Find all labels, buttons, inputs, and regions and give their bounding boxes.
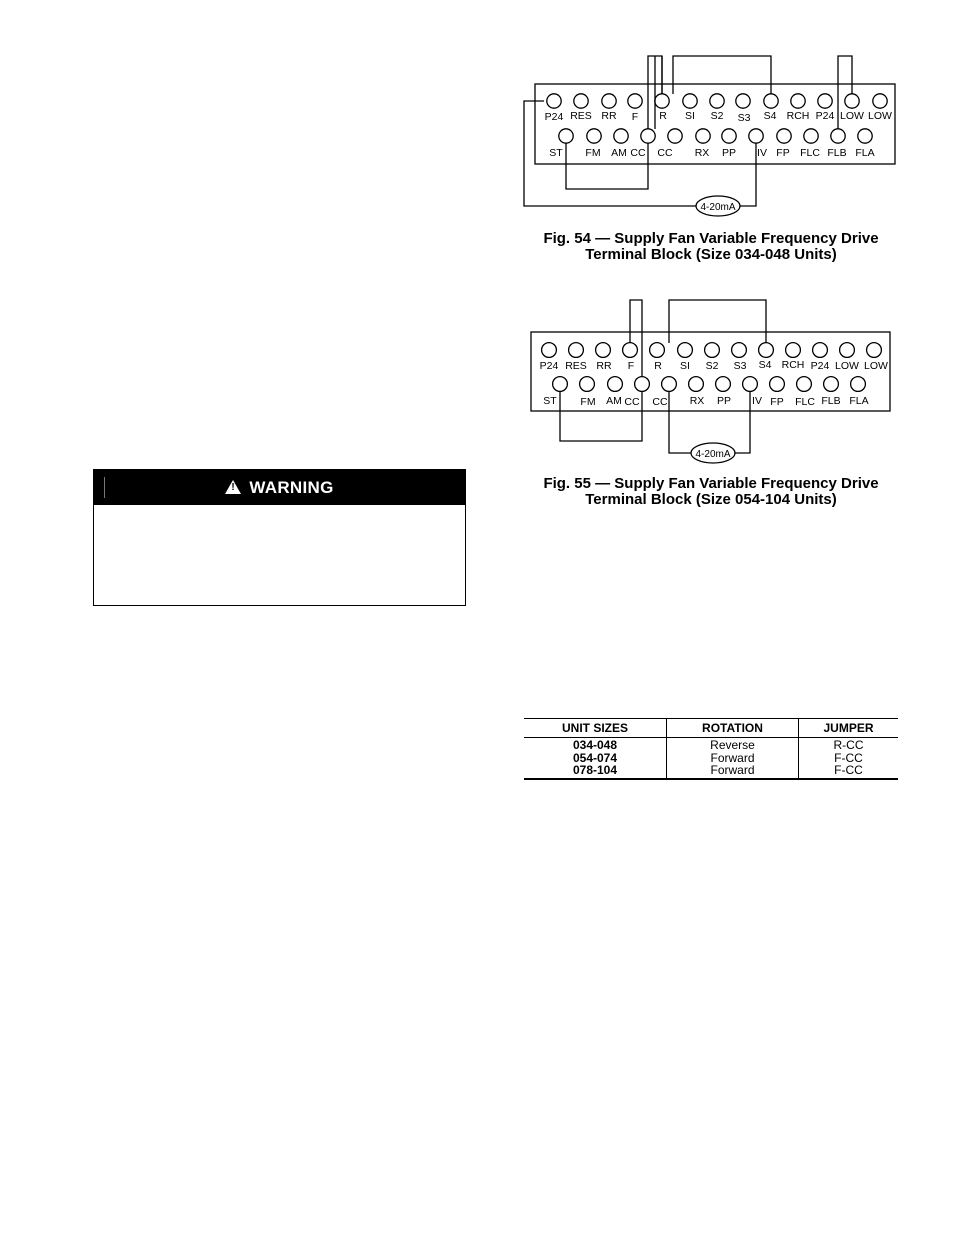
fig54-caption-line1: Fig. 54 — Supply Fan Variable Frequency Drive	[543, 230, 879, 247]
fig55-bottom-label: FLA	[849, 395, 869, 407]
fig55-top-label: P24	[810, 360, 830, 372]
fig55-top-label: LOW	[835, 360, 859, 372]
table-row	[524, 738, 898, 779]
warning-title-row	[94, 470, 465, 505]
fig54-bottom-label: FP	[776, 147, 790, 159]
rotation: Reverse	[710, 738, 755, 752]
fig54-caption	[524, 231, 898, 263]
fig55-bottom-label: CC	[652, 396, 668, 408]
warning-title: WARNING	[249, 478, 334, 497]
rotation-jumper-table	[524, 718, 898, 780]
unit-size: 078-104	[572, 763, 618, 777]
fig55-top-label: RES	[565, 360, 587, 372]
header-unit-sizes: UNIT SIZES	[524, 719, 667, 738]
fig54-signal-label: 4-20mA	[700, 202, 736, 213]
header-rotation: ROTATION	[667, 719, 799, 738]
fig55-top-label: RR	[596, 360, 612, 372]
jumper-cell	[799, 738, 899, 779]
warning-header	[94, 470, 465, 505]
fig55-bottom-label: FLB	[821, 395, 841, 407]
fig54-top-label: P24	[815, 110, 835, 122]
unit-sizes-cell	[524, 738, 667, 779]
fig55-terminal-block-diagram	[520, 292, 900, 472]
fig54-bottom-label: FLB	[827, 147, 847, 159]
rotation-cell	[667, 738, 799, 779]
fig54-top-label: S4	[763, 110, 777, 122]
fig55-bottom-label: FM	[580, 396, 596, 408]
fig54-top-label: RCH	[786, 110, 810, 122]
fig55-bottom-label: ST	[543, 395, 557, 407]
fig55-caption-line1: Fig. 55 — Supply Fan Variable Frequency Drive	[543, 475, 879, 492]
fig55-caption-line2: Terminal Block (Size 054-104 Units)	[585, 491, 837, 508]
fig55-top-label: RCH	[781, 359, 805, 371]
fig54-top-label: SI	[685, 110, 695, 122]
fig55-top-label: F	[627, 360, 635, 372]
fig55-top-label: S4	[758, 359, 772, 371]
fig55-bottom-label: PP	[716, 395, 732, 407]
fig54-bottom-label: FLA	[855, 147, 875, 159]
fig54-top-label: RR	[601, 110, 617, 122]
fig55-top-label: R	[654, 360, 662, 372]
fig54-bottom-label: AM	[611, 147, 627, 159]
fig54-top-label: LOW	[868, 110, 892, 122]
fig55-bottom-label: FLC	[795, 396, 815, 408]
fig54-bottom-label: RX	[694, 147, 710, 159]
fig55-signal-label: 4-20mA	[695, 449, 731, 460]
fig55-bottom-label: IV	[752, 395, 762, 407]
jumper: F-CC	[834, 763, 863, 777]
fig55-top-label: S3	[733, 360, 747, 372]
fig54-terminal-block-diagram	[514, 50, 904, 220]
unit-size: 034-048	[572, 738, 618, 752]
fig54-bottom-label: CC	[630, 147, 646, 159]
fig55-bottom-label: RX	[689, 395, 705, 407]
fig55-bottom-label: CC	[624, 396, 640, 408]
fig55-bottom-label: FP	[770, 396, 784, 408]
fig55-top-label: S2	[705, 360, 719, 372]
fig54-top-label: S3	[737, 112, 751, 124]
fig55-bottom-label: AM	[606, 395, 622, 407]
fig54-bottom-label: CC	[657, 147, 673, 159]
fig55-top-label: SI	[680, 360, 690, 372]
rotation: Forward	[710, 750, 755, 765]
jumper: R-CC	[833, 738, 864, 752]
fig54-top-label: RES	[570, 110, 592, 122]
fig54-top-label: P24	[544, 111, 564, 123]
fig54-bottom-label: FLC	[800, 147, 820, 159]
table-header-row	[524, 719, 898, 738]
fig54-top-label: S2	[710, 110, 724, 122]
warning-box	[93, 469, 466, 606]
warning-triangle-icon	[225, 480, 241, 494]
fig54-bottom-label: PP	[721, 147, 737, 159]
header-jumper: JUMPER	[799, 719, 899, 738]
fig54-bottom-label: IV	[757, 147, 767, 159]
jumper: F-CC	[834, 750, 863, 765]
fig55-top-label: LOW	[864, 360, 888, 372]
fig54-bottom-label: ST	[549, 147, 563, 159]
fig55-top-label: P24	[539, 360, 559, 372]
fig54-bottom-label: FM	[585, 147, 601, 159]
fig54-top-label: LOW	[840, 110, 864, 122]
fig55-caption	[524, 476, 898, 508]
fig54-caption-line2: Terminal Block (Size 034-048 Units)	[585, 246, 837, 263]
rotation: Forward	[710, 763, 755, 777]
unit-size: 054-074	[572, 750, 618, 765]
fig54-top-label: F	[631, 111, 639, 123]
fig54-top-label: R	[659, 110, 667, 122]
